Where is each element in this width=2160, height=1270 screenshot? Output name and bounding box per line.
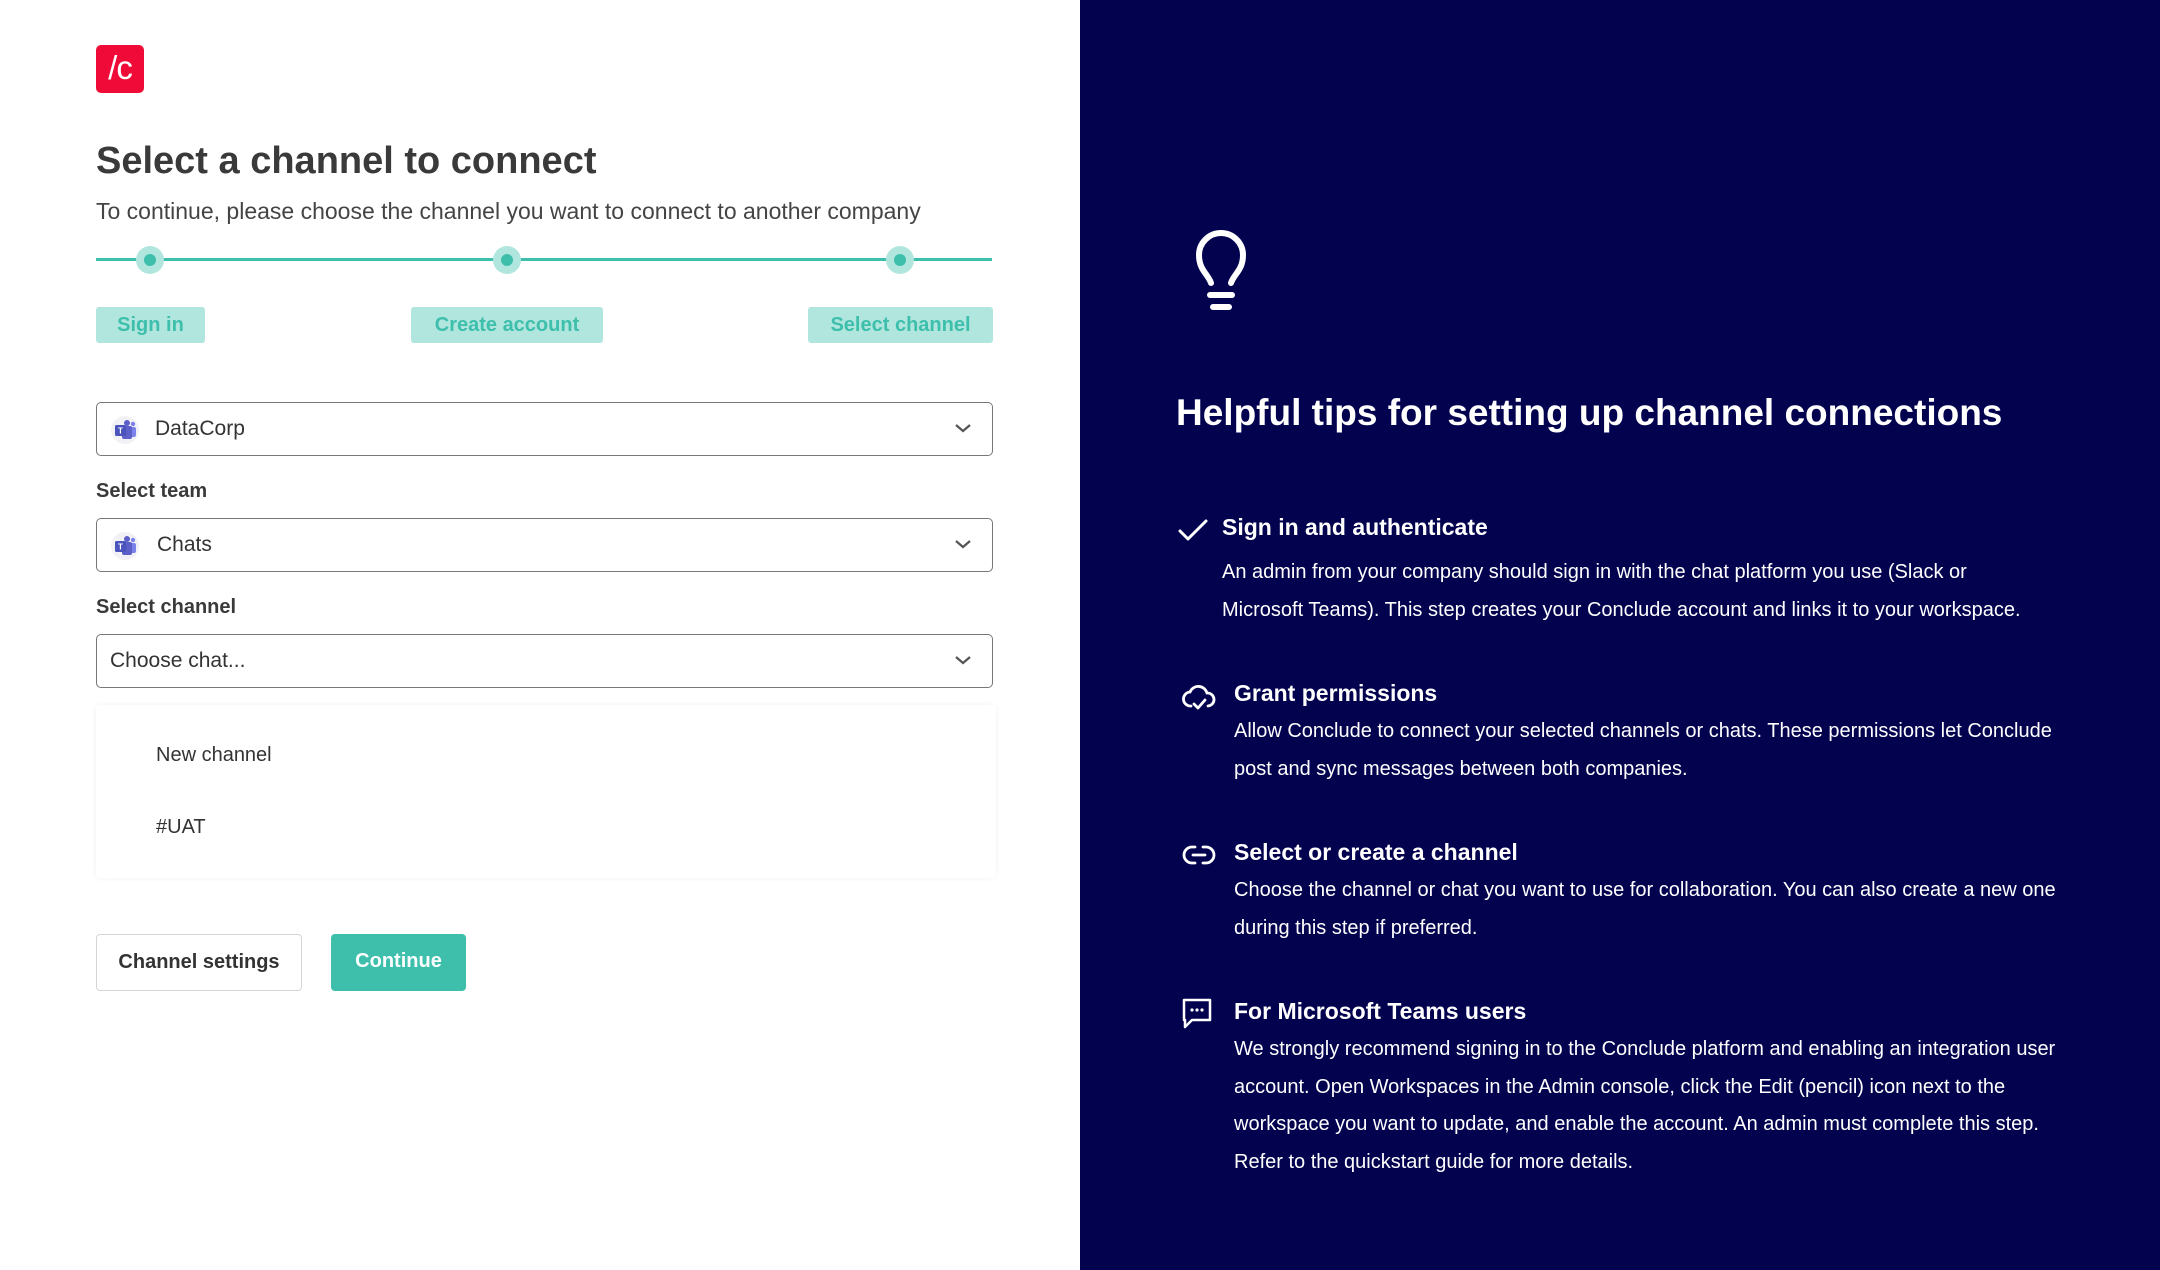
channel-select[interactable] bbox=[96, 634, 993, 688]
tip-body: We strongly recommend signing in to the Conclude platform and enabling an integration user account. Open Workspaces in the Admin console, click the Edit (pencil) icon next to the workspace you want to update, and enable the account. An admin must complete this step. Refer to the quickstart guide for more details. bbox=[1234, 1038, 2056, 1173]
step-dot-sign-in bbox=[136, 246, 164, 274]
tips-heading: Helpful tips for setting up channel connections bbox=[1176, 392, 2003, 433]
channel-option-uat[interactable]: #UAT bbox=[156, 816, 206, 838]
page-title: Select a channel to connect bbox=[96, 140, 597, 182]
tip-body: Allow Conclude to connect your selected channels or chats. These permissions let Conclude post and sync messages between both companies. bbox=[1234, 720, 2052, 780]
workspace-select-value: DataCorp bbox=[155, 417, 245, 440]
cloud-check-icon bbox=[1182, 681, 1216, 715]
channel-option-new-channel[interactable]: New channel bbox=[156, 744, 272, 766]
svg-text:T: T bbox=[118, 426, 123, 436]
team-label: Select team bbox=[96, 480, 208, 502]
continue-button[interactable]: Continue bbox=[331, 934, 466, 991]
tip-body: An admin from your company should sign in with the chat platform you use (Slack or Microsoft Teams). This step creates your Conclude account and links it to your workspace. bbox=[1222, 561, 2021, 621]
tip-title: Select or create a channel bbox=[1234, 839, 1518, 865]
tips-panel bbox=[1080, 0, 2160, 1270]
stepper-track bbox=[96, 258, 992, 261]
conclude-logo: /c bbox=[96, 45, 144, 93]
team-select[interactable] bbox=[96, 518, 993, 572]
chevron-down-icon bbox=[954, 421, 972, 435]
step-dot-select-channel bbox=[886, 246, 914, 274]
channel-settings-button[interactable]: Channel settings bbox=[96, 934, 302, 991]
tip-title: For Microsoft Teams users bbox=[1234, 998, 1527, 1024]
channel-dropdown-menu bbox=[96, 705, 996, 878]
checkmark-icon bbox=[1176, 513, 1210, 547]
step-select-channel[interactable]: Select channel bbox=[808, 307, 993, 343]
chat-bubble-icon bbox=[1180, 996, 1214, 1030]
workspace-select[interactable] bbox=[96, 402, 993, 456]
step-create-account[interactable]: Create account bbox=[411, 307, 603, 343]
tip-title: Sign in and authenticate bbox=[1222, 514, 1488, 540]
link-icon bbox=[1182, 838, 1216, 872]
microsoft-teams-icon bbox=[111, 532, 139, 560]
team-select-value: Chats bbox=[157, 533, 212, 556]
channel-label: Select channel bbox=[96, 596, 237, 618]
step-sign-in[interactable]: Sign in bbox=[96, 307, 205, 343]
chevron-down-icon bbox=[954, 537, 972, 551]
page-subtitle: To continue, please choose the channel you want to connect to another company bbox=[96, 198, 921, 224]
microsoft-teams-icon bbox=[111, 416, 139, 444]
step-dot-create-account bbox=[493, 246, 521, 274]
chevron-down-icon bbox=[954, 653, 972, 667]
channel-select-placeholder: Choose chat... bbox=[110, 649, 246, 672]
lightbulb-icon bbox=[1194, 228, 1248, 312]
svg-text:T: T bbox=[118, 542, 123, 552]
tip-title: Grant permissions bbox=[1234, 680, 1438, 706]
tip-body: Choose the channel or chat you want to use for collaboration. You can also create a new one during this step if preferred. bbox=[1234, 879, 2056, 939]
